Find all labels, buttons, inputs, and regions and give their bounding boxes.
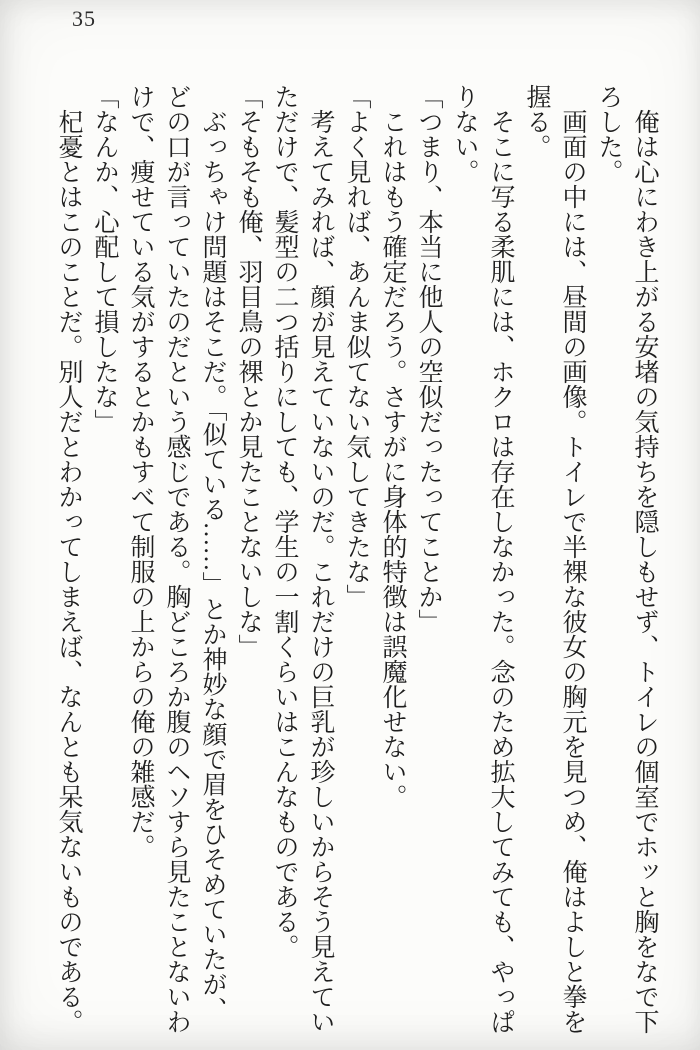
text-line: 「なんか、心配して損したな」	[91, 84, 118, 434]
text-line: 握る。	[523, 84, 550, 159]
text-line: りない。	[451, 84, 478, 184]
text-line: 「よく見れば、あんま似てない気してきたな」	[343, 84, 370, 609]
text-line: 考えてみれば、顔が見えていないのだ。これだけの巨乳が珍しいからそう見えてい	[307, 84, 334, 1034]
text-line: これはもう確定だろう。さすがに身体的特徴は誤魔化せない。	[379, 84, 406, 809]
page-number: 35	[72, 6, 96, 31]
text-line: ぶっちゃけ問題はそこだ。「似ている……」とか神妙な顔で眉をひそめていたが、	[199, 84, 226, 1022]
text-line: 画面の中には、昼間の画像。トイレで半裸な彼女の胸元を見つめ、俺はよしと拳を	[559, 84, 586, 1034]
text-line: 「つまり、本当に他人の空似だったってことか」	[415, 84, 442, 634]
text-line: ただけで、髪型の二つ括りにしても、学生の一割くらいはこんなものである。	[271, 84, 298, 959]
text-line: ろした。	[595, 84, 622, 184]
text-line: 俺は心にわき上がる安堵の気持ちを隠しもせず、トイレの個室でホッと胸をなで下	[631, 84, 658, 1034]
text-line: 「そもそも俺、羽目鳥の裸とか見たことないしな」	[235, 84, 262, 659]
text-line: 杞憂とはこのことだ。別人だとわかってしまえば、なんとも呆気ないものである。	[55, 84, 82, 1034]
text-line: そこに写る柔肌には、ホクロは存在しなかった。念のため拡大してみても、やっぱ	[487, 84, 514, 1034]
text-line: けで、痩せている気がするとかもすべて制服の上からの俺の雑感だ。	[127, 84, 154, 859]
text-block	[50, 84, 662, 1044]
text-line: どの口が言っていたのだという感じである。胸どころか腹のヘソすら見たことないわ	[163, 84, 190, 1034]
